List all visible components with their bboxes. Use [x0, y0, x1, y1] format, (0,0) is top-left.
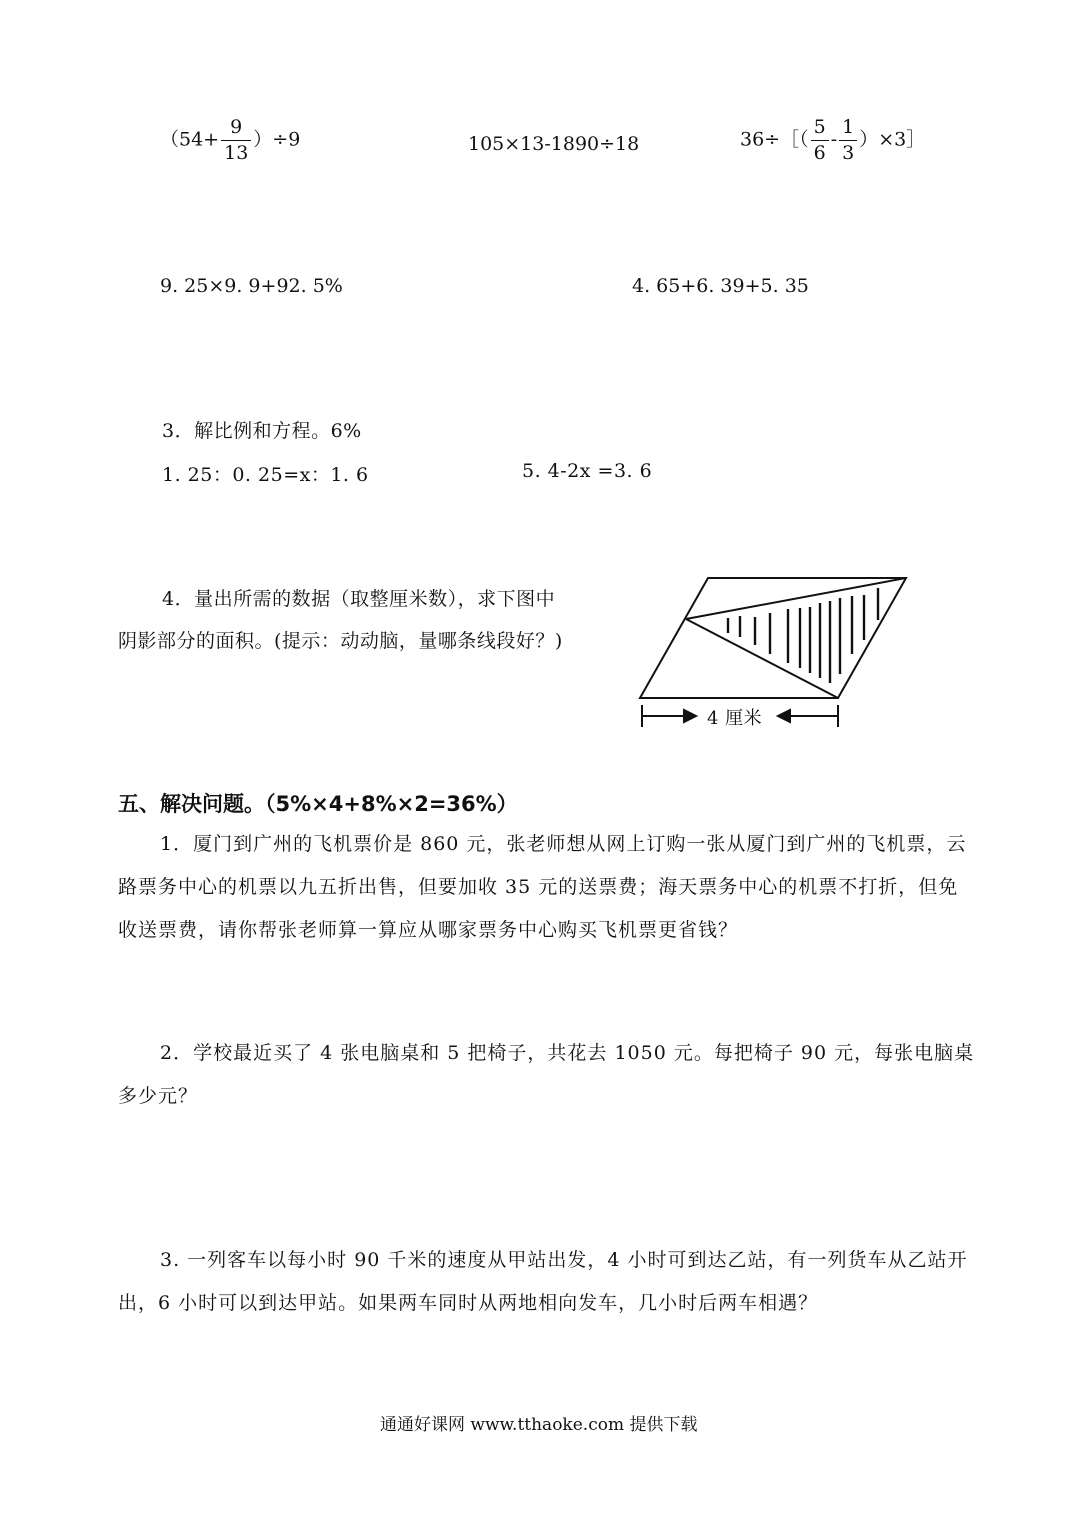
fraction: $\frac{5}{6}$ [811, 118, 829, 163]
fraction: $\frac{1}{3}$ [839, 118, 857, 163]
diagonal-top [686, 578, 906, 619]
expr3-minus: - [830, 128, 838, 151]
calc-expr-3 [740, 118, 925, 163]
calc-expr-4: 9. 25×9. 9+92. 5% [160, 275, 343, 297]
section4-line2: 阴影部分的面积。(提示：动动脑，量哪条线段好？) [118, 630, 563, 652]
question-3: 3. 一列客车以每小时 90 千米的速度从甲站出发，4 小时可到达乙站，有一列货车从乙站开出，6 小时可以到达甲站。如果两车同时从两地相向发车，几小时后两车相遇？ [118, 1249, 968, 1314]
parallelogram-figure [630, 570, 920, 740]
page-footer: 通通好课网 www.tthaoke.com 提供下载 [380, 1415, 698, 1435]
question-1: 1．厦门到广州的飞机票价是 860 元，张老师想从网上订购一张从厦门到广州的飞机票，云路票务中心的机票以九五折出售，但要加收 35 元的送票费；海天票务中心的机票不打折，但免收送票费，请你帮张老师算一算应从哪家票务中心购买飞机票更省钱？ [118, 833, 967, 941]
expr1-open: （54+ [160, 128, 220, 151]
diagonal-bottom [686, 619, 838, 698]
fraction: $\frac{9}{13}$ [221, 118, 251, 163]
question-2: 2．学校最近买了 4 张电脑桌和 5 把椅子，共花去 1050 元。每把椅子 90 元，每张电脑桌多少元？ [118, 1042, 975, 1107]
parallelogram-outline [640, 578, 906, 698]
linear-equation: 5. 4-2x =3. 6 [522, 460, 653, 482]
section4-line1: 4．量出所需的数据（取整厘米数），求下图中 [162, 588, 556, 610]
section3-title: 3．解比例和方程。6% [162, 420, 362, 442]
figure-length-label: 4 厘米 [707, 708, 763, 729]
calc-expr-1 [160, 118, 300, 163]
part5-heading: 五、解决问题。（5%×4+8%×2=36%） [118, 792, 518, 816]
expr3-prefix: 36÷［（ [740, 128, 809, 151]
proportion-equation: 1. 25：0. 25=x：1. 6 [162, 464, 369, 486]
calc-expr-5: 4. 65+6. 39+5. 35 [632, 275, 809, 297]
expr1-close: ）÷9 [253, 128, 301, 151]
expr3-suffix: ）×3］ [859, 128, 926, 151]
calc-expr-2: 105×13-1890÷18 [468, 133, 640, 155]
